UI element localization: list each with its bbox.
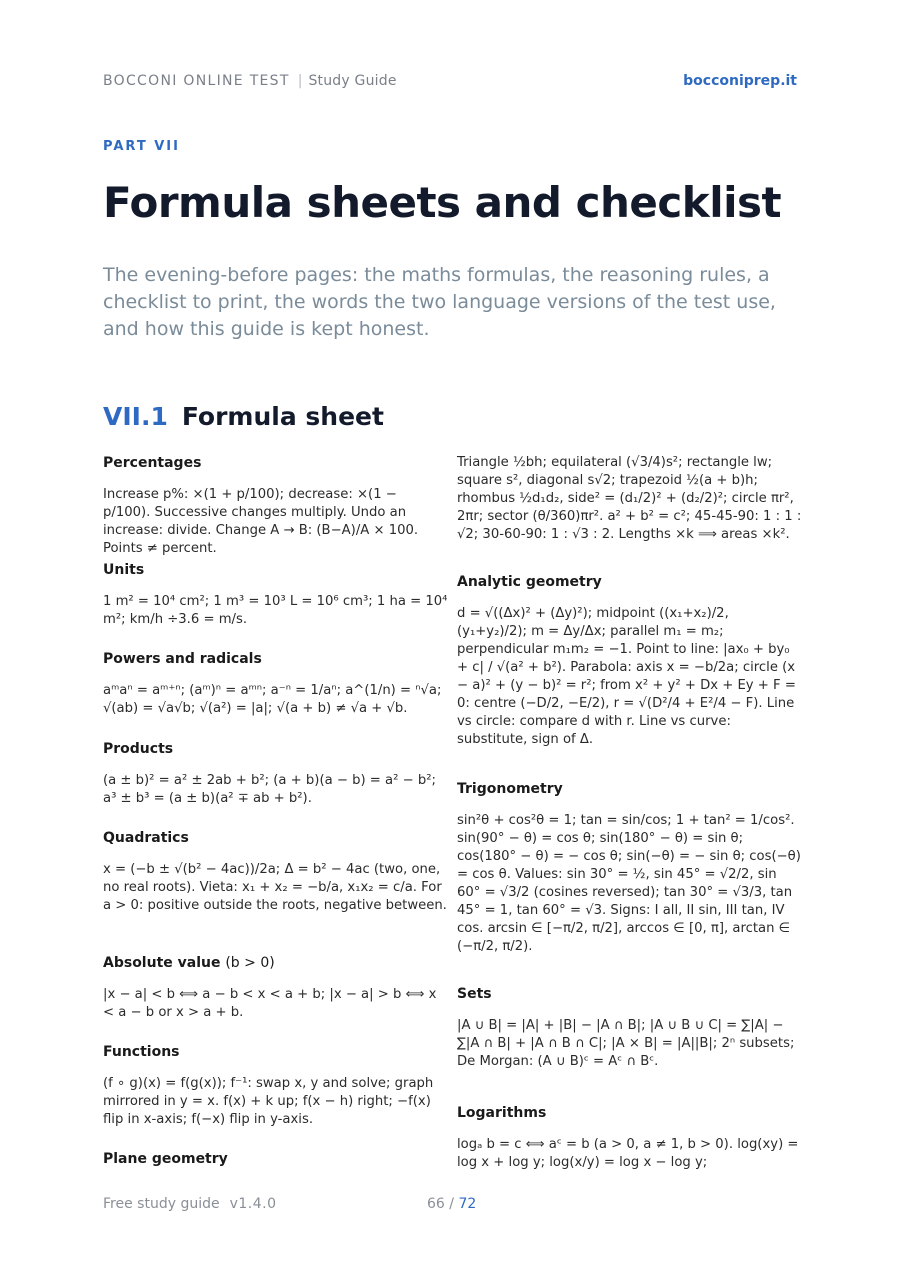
block-text: aᵐaⁿ = aᵐ⁺ⁿ; (aᵐ)ⁿ = aᵐⁿ; a⁻ⁿ = 1/aⁿ; a^(1/n) = ⁿ√a; √(ab) = √a√b; √(a²) = |a|; √(a + b) ≠ √a + √b. (103, 683, 442, 716)
block-text: |x − a| < b ⟺ a − b < x < a + b; |x − a| > b ⟺ x < a − b or x > a + b. (103, 987, 437, 1020)
block-sets (457, 985, 802, 1071)
block-heading: Analytic geometry (457, 574, 602, 590)
footer-label: Free study guide (103, 1196, 220, 1212)
section-heading (103, 402, 384, 431)
block-plane-geometry-continued (457, 454, 802, 544)
block-products (103, 740, 448, 808)
block-text: logₐ b = c ⟺ aᶜ = b (a > 0, a ≠ 1, b > 0). log(xy) = log x + log y; log(x/y) = log x − log y; (457, 1137, 799, 1170)
section-number: VII.1 (103, 402, 168, 431)
block-heading: Logarithms (457, 1105, 547, 1121)
block-text: 1 m² = 10⁴ cm²; 1 m³ = 10³ L = 10⁶ cm³; 1 ha = 10⁴ m²; km/h ÷3.6 = m/s. (103, 594, 448, 627)
block-heading: Units (103, 562, 145, 578)
page-total: 72 (458, 1196, 477, 1212)
block-heading: Powers and radicals (103, 651, 262, 667)
block-quadratics (103, 829, 448, 915)
block-text: |A ∪ B| = |A| + |B| − |A ∩ B|; |A ∪ B ∪ C| = ∑|A| − ∑|A ∩ B| + |A ∩ B ∩ C|; |A × B| = |A||B|; 2ⁿ subsets; De Morgan: (A ∪ B)ᶜ = Aᶜ ∩ Bᶜ. (457, 1018, 795, 1069)
header-guide-label: Study Guide (308, 73, 397, 89)
block-heading (103, 954, 448, 972)
block-percentages (103, 454, 448, 558)
block-heading: Products (103, 741, 174, 757)
block-heading-main: Absolute value (103, 955, 221, 971)
block-heading: Percentages (103, 455, 202, 471)
block-text: (f ∘ g)(x) = f(g(x)); f⁻¹: swap x, y and solve; graph mirrored in y = x. f(x) + k up; f(x − h) right; −f(x) flip in x-axis; f(−x) flip in y-axis. (103, 1076, 434, 1127)
block-analytic-geometry (457, 573, 802, 749)
block-units (103, 561, 448, 629)
block-text: (a ± b)² = a² ± 2ab + b²; (a + b)(a − b) = a² − b²; a³ ± b³ = (a ± b)(a² ∓ ab + b²). (103, 773, 436, 806)
block-text: x = (−b ± √(b² − 4ac))/2a; Δ = b² − 4ac (two, one, no real roots). Vieta: x₁ + x₂ = −b/a, x₁x₂ = c/a. For a > 0: positive outside the roots, negative between. (103, 862, 447, 913)
block-logarithms (457, 1104, 802, 1172)
page-number (427, 1196, 476, 1212)
block-heading: Trigonometry (457, 781, 563, 797)
block-functions (103, 1043, 448, 1129)
header-separator: | (297, 73, 303, 89)
footer-version: v1.4.0 (229, 1196, 277, 1212)
page-title: Formula sheets and checklist (103, 178, 782, 227)
page-separator: / (449, 1196, 454, 1212)
footer-label-group (103, 1196, 277, 1212)
block-heading: Quadratics (103, 830, 189, 846)
block-trigonometry (457, 780, 802, 956)
page-current: 66 (427, 1196, 445, 1212)
header-brand-name: BOCCONI ONLINE TEST (103, 73, 290, 89)
block-text: Increase p%: ×(1 + p/100); decrease: ×(1 − p/100). Successive changes multiply. Undo an increase: divide. Change A → B: (B−A)/A × 100. Points ≠ percent. (103, 487, 419, 556)
block-absolute-value (103, 954, 448, 1022)
header-brand (103, 73, 397, 89)
site-link[interactable]: bocconiprep.it (683, 73, 797, 89)
block-heading: Plane geometry (103, 1151, 228, 1167)
block-plane-geometry (103, 1150, 448, 1182)
block-heading-condition: (b > 0) (225, 955, 275, 971)
block-powers (103, 650, 448, 718)
block-heading: Functions (103, 1044, 180, 1060)
section-title: Formula sheet (181, 402, 384, 431)
block-text: sin²θ + cos²θ = 1; tan = sin/cos; 1 + tan² = 1/cos². sin(90° − θ) = cos θ; sin(180° − θ) = sin θ; cos(180° − θ) = − cos θ; sin(−θ) = − sin θ; cos(−θ) = cos θ. Values: sin 30° = ½, sin 45° = √2/2, sin 60° = √3/2 (cosines reversed); tan 30° = √3/3, tan 45° = 1, tan 60° = √3. Signs: I all, II sin, III tan, IV cos. arcsin ∈ [−π/2, π/2], arccos ∈ [0, π], arctan ∈ (−π/2, π/2). (457, 813, 801, 954)
block-text: Triangle ½bh; equilateral (√3/4)s²; rectangle lw; square s², diagonal s√2; trapezoid ½(a + b)h; rhombus ½d₁d₂, side² = (d₁/2)² + (d₂/2)²; circle πr², 2πr; sector (θ/360)πr². a² + b² = c²; 45-45-90: 1 : 1 : √2; 30-60-90: 1 : √3 : 2. Lengths ×k ⟹ areas ×k². (457, 455, 802, 542)
block-text: d = √((Δx)² + (Δy)²); midpoint ((x₁+x₂)/2, (y₁+y₂)/2); m = Δy/Δx; parallel m₁ = m₂; perpendicular m₁m₂ = −1. Point to line: |ax₀ + by₀ + c| / √(a² + b²). Parabola: axis x = −b/2a; circle (x − a)² + (y − b)² = r²; from x² + y² + Dx + Ey + F = 0: centre (−D/2, −E/2), r = √(D²/4 + E²/4 − F). Line vs circle: compare d with r. Line vs curve: substitute, sign of Δ. (457, 606, 796, 747)
page-footer (103, 1196, 797, 1216)
part-label: PART VII (103, 139, 180, 154)
page-header (103, 73, 797, 93)
block-heading: Sets (457, 986, 492, 1002)
intro-paragraph: The evening-before pages: the maths formulas, the reasoning rules, a checklist to print, the words the two language versions of the test use, and how this guide is kept honest. (103, 264, 776, 340)
